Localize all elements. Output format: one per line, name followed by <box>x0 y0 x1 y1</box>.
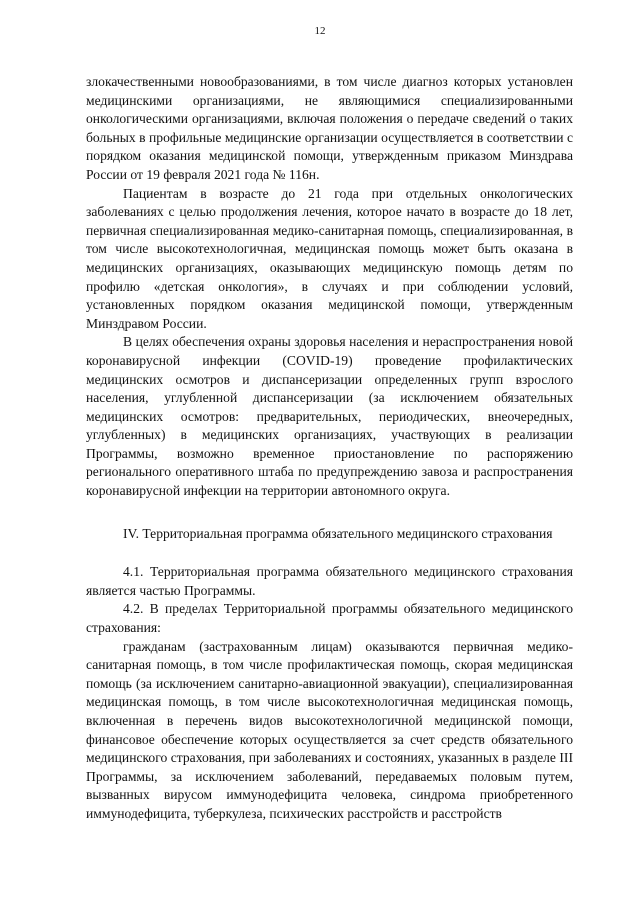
paragraph-insured-citizens: гражданам (застрахованным лицам) оказываются первичная медико-санитарная помощь, в том числе профилактическая помощь, скорая медицинская помощь (за исключением санитарно-авиационной эвакуации), специализированная медицинская помощь, в том числе высокотехнологичная медицинская помощь, включенная в перечень видов высокотехнологичной медицинской помощи, финансовое обеспечение которых осуществляется за счет средств обязательного медицинского страхования, при заболеваниях и состояниях, указанных в разделе III Программы, за исключением заболеваний, передаваемых половым путем, вызванных вирусом иммунодефицита человека, синдрома приобретенного иммунодефицита, туберкулеза, психических расстройств и расстройств <box>86 638 573 821</box>
paragraph-4-2: 4.2. В пределах Территориальной программы обязательного медицинского страхования: <box>86 601 573 636</box>
page-body <box>86 73 573 824</box>
page-number: 12 <box>314 25 326 37</box>
paragraph-continuation: злокачественными новообразованиями, в том числе диагноз которых установлен медицинскими организациями, не являющимися специализированными онкологическими организациями, включая положения о передаче сведений о таких больных в профильные медицинские организации осуществляется в соответствии с порядком оказания медицинской помощи, утвержденным приказом Минздрава России от 19 февраля 2021 года № 116н. <box>86 74 573 182</box>
section-heading: IV. Территориальная программа обязательного медицинского страхования <box>123 525 553 541</box>
paragraph-covid-measures: В целях обеспечения охраны здоровья населения и нераспространения новой коронавирусной инфекции (COVID-19) проведение профилактических медицинских осмотров и диспансеризации определенных групп взрослого населения, углубленной диспансеризации (за исключением обязательных медицинских осмотров: предварительных, периодических, внеочередных, углубленных) в медицинских организациях, участвующих в реализации Программы, возможно временное приостановление по распоряжению регионального оперативного штаба по предупреждению завоза и распространения коронавирусной инфекции на территории автономного округа. <box>86 334 573 499</box>
paragraph-pediatric-oncology: Пациентам в возрасте до 21 года при отдельных онкологических заболеваниях с целью продолжения лечения, которое начато в возрасте до 18 лет, первичная специализированная медико-санитарная помощь, специализированная, в том числе высокотехнологичная, медицинская помощь может быть оказана в медицинских организациях, оказывающих медицинскую помощь детям по профилю «детская онкология», в случаях и при соблюдении условий, установленных порядком оказания медицинской помощи, утвержденным Минздравом России. <box>86 185 573 331</box>
paragraph-4-1: 4.1. Территориальная программа обязательного медицинского страхования является частью Программы. <box>86 564 573 598</box>
